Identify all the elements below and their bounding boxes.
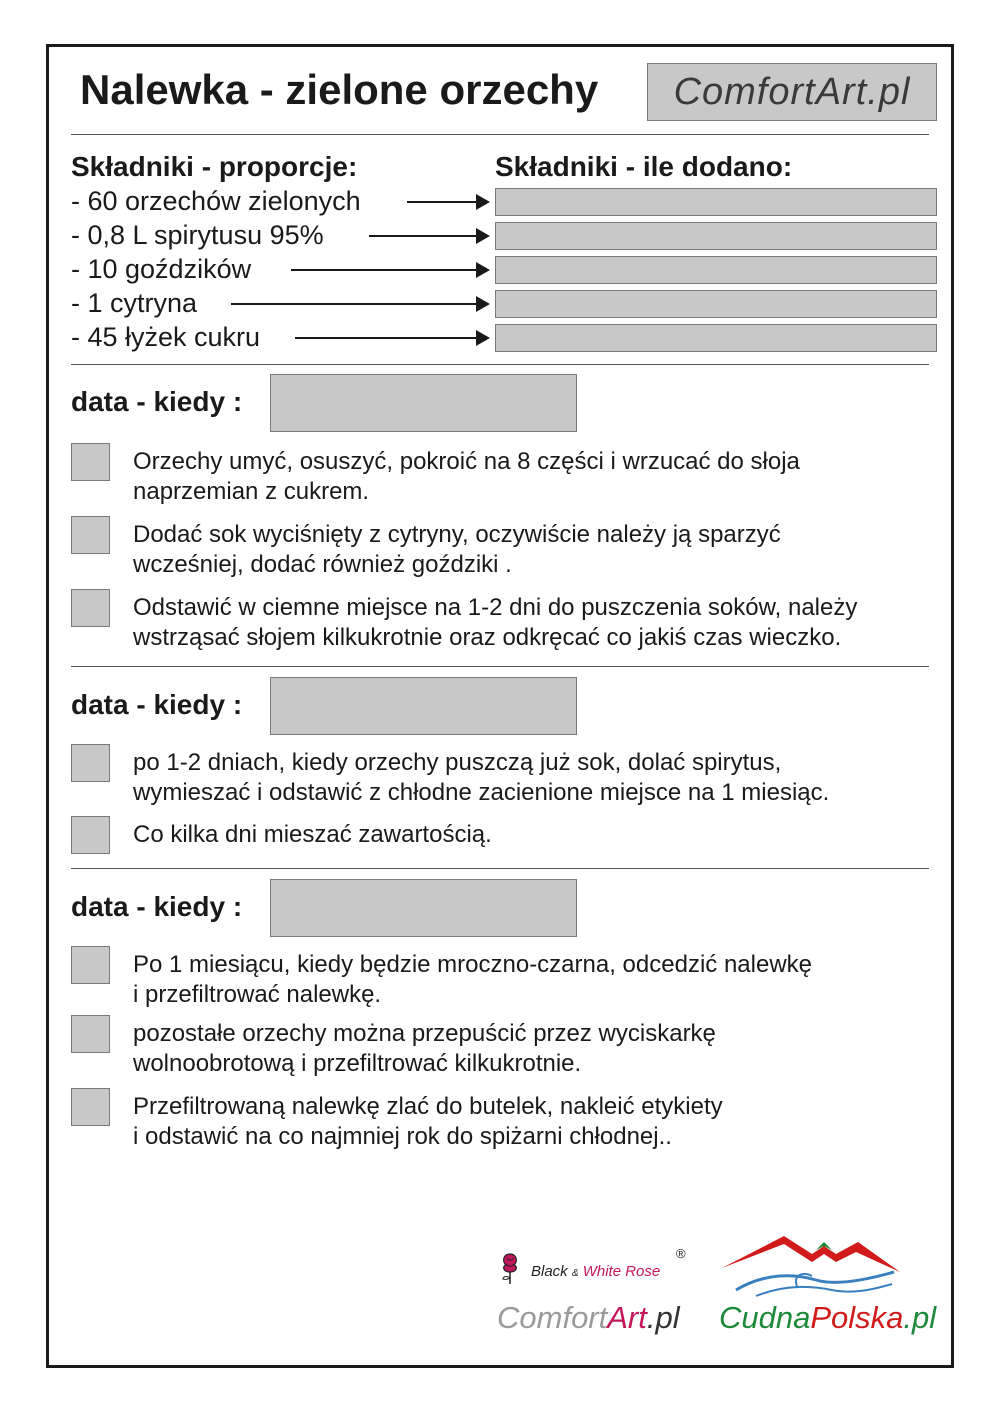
- step-text-line: wstrząsać słojem kilkukrotnie oraz odkręcać co jakiś czas wieczko.: [133, 624, 842, 651]
- date-field[interactable]: [270, 677, 577, 735]
- step-checkbox[interactable]: [71, 516, 110, 554]
- divider: [71, 666, 929, 667]
- step-text-line: i przefiltrować nalewkę.: [133, 981, 382, 1008]
- page-title: Nalewka - zielone orzechy: [80, 66, 599, 113]
- step-checkbox[interactable]: [71, 744, 110, 782]
- date-label: data - kiedy :: [71, 689, 243, 720]
- ingredient-label: - 60 orzechów zielonych: [71, 186, 365, 216]
- date-field[interactable]: [270, 374, 577, 432]
- step-text: [133, 1092, 723, 1152]
- ingredient-label: - 45 łyżek cukru: [71, 322, 264, 352]
- step-text-line: Co kilka dni mieszać zawartością.: [133, 821, 492, 848]
- arrow-icon: [231, 303, 488, 305]
- step-text: [133, 520, 781, 580]
- brand-label-box: ComfortArt.pl: [647, 63, 937, 121]
- bw-rose-word-white-rose: White Rose: [582, 1263, 661, 1280]
- comfortart-logo: [497, 1300, 680, 1336]
- ingredients-added-heading: Składniki - ile dodano:: [495, 151, 793, 182]
- ingredient-label: - 1 cytryna: [71, 288, 201, 318]
- bw-rose-word-black: Black: [531, 1263, 568, 1280]
- step-text: [133, 950, 812, 1010]
- ingredient-amount-field[interactable]: [495, 290, 937, 318]
- bw-rose-amp: &: [571, 1268, 579, 1279]
- step-text-line: wcześniej, dodać również goździki .: [133, 551, 512, 578]
- date-label: data - kiedy :: [71, 891, 243, 922]
- comfortart-logo-part: .pl: [646, 1300, 680, 1335]
- step-text-line: wolnoobrotową i przefiltrować kilkukrotnie.: [133, 1050, 582, 1077]
- ingredients-proportions-heading: Składniki - proporcje:: [71, 151, 358, 182]
- step-text-line: naprzemian z cukrem.: [133, 478, 370, 505]
- step-text-line: Odstawić w ciemne miejsce na 1-2 dni do puszczenia soków, należy: [133, 594, 858, 621]
- cudnapolska-logo-part: Polska: [810, 1300, 904, 1335]
- step-checkbox[interactable]: [71, 816, 110, 854]
- step-text: [133, 748, 829, 808]
- arrow-icon: [291, 269, 488, 271]
- step-checkbox[interactable]: [71, 1015, 110, 1053]
- step-checkbox[interactable]: [71, 1088, 110, 1126]
- step-text-line: Orzechy umyć, osuszyć, pokroić na 8 części i wrzucać do słoja: [133, 448, 800, 475]
- date-field[interactable]: [270, 879, 577, 937]
- arrow-icon: [369, 235, 488, 237]
- step-text-line: Przefiltrowaną nalewkę zlać do butelek, nakleić etykiety: [133, 1093, 723, 1120]
- ingredient-label: - 10 goździków: [71, 254, 255, 284]
- cudnapolska-logo-part: Cudna: [719, 1300, 811, 1335]
- divider: [71, 134, 929, 135]
- step-text: [133, 820, 492, 850]
- comfortart-logo-part: Art: [607, 1300, 647, 1335]
- ingredient-amount-field[interactable]: [495, 222, 937, 250]
- step-checkbox[interactable]: [71, 946, 110, 984]
- cudnapolska-logo: [719, 1300, 936, 1336]
- step-text-line: po 1-2 dniach, kiedy orzechy puszczą już sok, dolać spirytus,: [133, 749, 782, 776]
- mountains-logo-icon: [716, 1228, 906, 1298]
- black-white-rose-logo: [531, 1263, 660, 1280]
- step-text-line: wymieszać i odstawić z chłodne zacienione miejsce na 1 miesiąc.: [133, 779, 830, 806]
- registered-mark: ®: [676, 1246, 686, 1261]
- step-text-line: Po 1 miesiącu, kiedy będzie mroczno-czarna, odcedzić nalewkę: [133, 951, 812, 978]
- step-text-line: i odstawić na co najmniej rok do spiżarni chłodnej..: [133, 1123, 672, 1150]
- date-label: data - kiedy :: [71, 386, 243, 417]
- ingredient-amount-field[interactable]: [495, 324, 937, 352]
- step-text-line: pozostałe orzechy można przepuścić przez wyciskarkę: [133, 1020, 716, 1047]
- step-text: [133, 447, 800, 507]
- step-text: [133, 1019, 716, 1079]
- step-text-line: Dodać sok wyciśnięty z cytryny, oczywiście należy ją sparzyć: [133, 521, 781, 548]
- divider: [71, 868, 929, 869]
- arrow-icon: [295, 337, 488, 339]
- rose-logo-icon: [497, 1250, 523, 1286]
- step-checkbox[interactable]: [71, 443, 110, 481]
- step-text: [133, 593, 857, 653]
- divider: [71, 364, 929, 365]
- arrow-icon: [407, 201, 488, 203]
- ingredient-amount-field[interactable]: [495, 256, 937, 284]
- ingredient-amount-field[interactable]: [495, 188, 937, 216]
- cudnapolska-logo-part: .pl: [903, 1300, 937, 1335]
- ingredient-label: - 0,8 L spirytusu 95%: [71, 220, 328, 250]
- comfortart-logo-part: Comfort: [497, 1300, 608, 1335]
- step-checkbox[interactable]: [71, 589, 110, 627]
